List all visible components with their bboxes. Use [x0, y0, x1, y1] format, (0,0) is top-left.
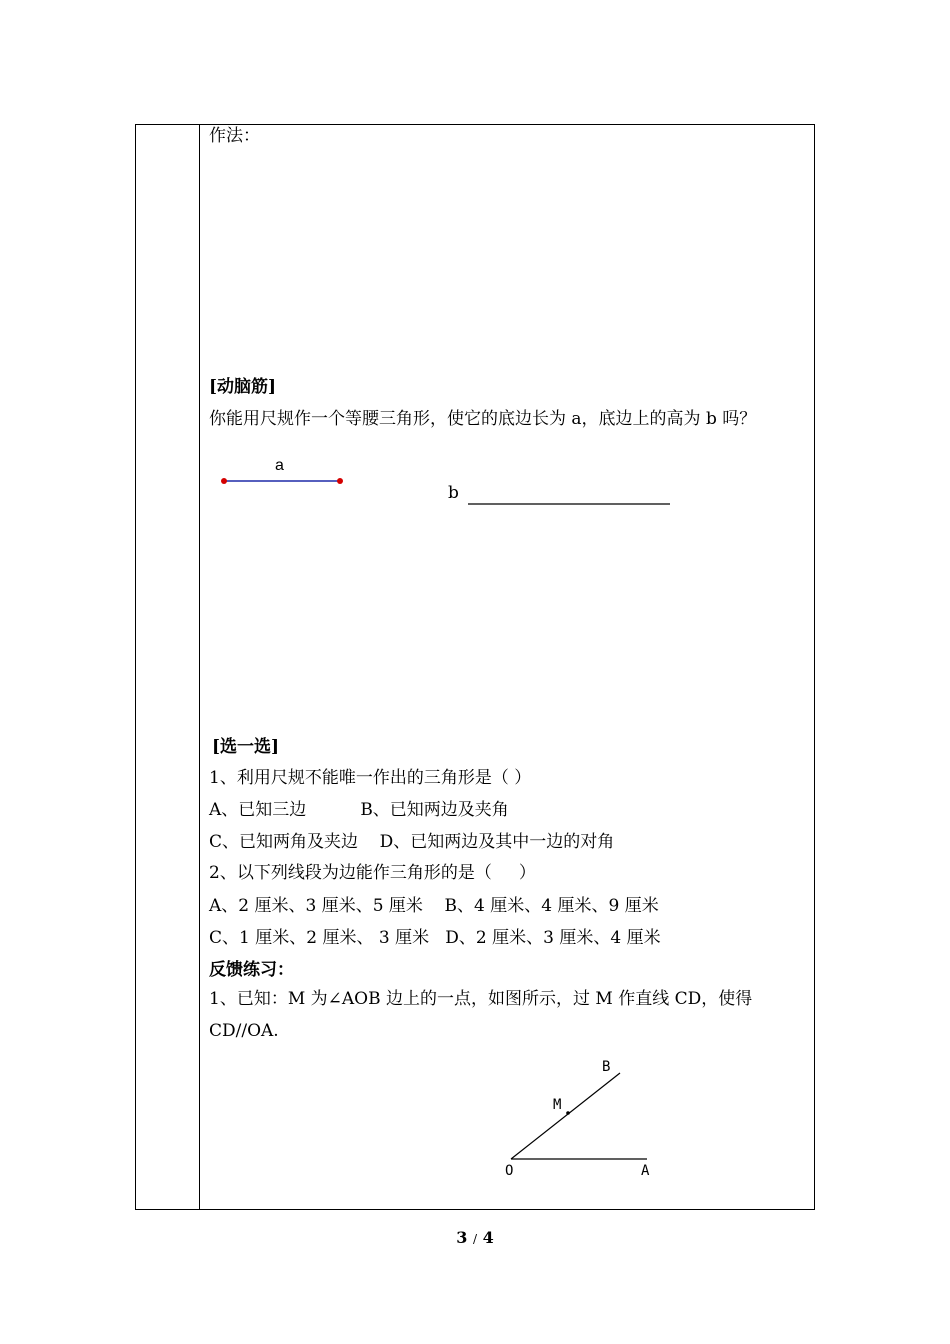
ray-ob [511, 1073, 620, 1159]
choose-q1-options-cd: C、已知两角及夹边 D、已知两边及其中一边的对角 [209, 832, 615, 852]
page-current: 3 [456, 1228, 468, 1247]
feedback-heading: 反馈练习： [209, 960, 294, 980]
method-label: 作法： [209, 126, 260, 146]
figure-label-m: M [553, 1097, 562, 1113]
page-separator: / [472, 1232, 478, 1246]
brain-teaser-heading: [动脑筋] [209, 377, 277, 397]
choose-q2: 2、以下列线段为边能作三角形的是（ ） [209, 863, 536, 883]
figure-label-b: B [602, 1059, 611, 1075]
feedback-q1-line2: CD//OA. [209, 1021, 279, 1041]
page-total: 4 [482, 1228, 494, 1247]
choose-q2-options-cd: C、1 厘米、2 厘米、 3 厘米 D、2 厘米、3 厘米、4 厘米 [209, 928, 661, 948]
segment-a-label: a [275, 457, 284, 474]
figure-label-a: A [641, 1163, 650, 1179]
segment-a-endpoint-right [337, 478, 343, 484]
brain-teaser-question: 你能用尺规作一个等腰三角形，使它的底边长为 a，底边上的高为 b 吗？ [209, 409, 757, 429]
feedback-q1-line1: 1、已知：M 为∠AOB 边上的一点，如图所示，过 M 作直线 CD，使得 [209, 989, 753, 1009]
choose-q1-options-ab: A、已知三边 B、已知两边及夹角 [209, 800, 509, 820]
page-number [0, 1228, 950, 1247]
choose-q2-options-ab: A、2 厘米、3 厘米、5 厘米 B、4 厘米、4 厘米、9 厘米 [209, 896, 659, 916]
segment-b-label: b [448, 483, 459, 503]
point-m [566, 1111, 570, 1115]
choose-q1: 1、利用尺规不能唯一作出的三角形是（ ） [209, 768, 532, 788]
segment-a-endpoint-left [221, 478, 227, 484]
choose-heading: [选一选] [212, 737, 280, 757]
figure-label-o: O [505, 1163, 514, 1179]
